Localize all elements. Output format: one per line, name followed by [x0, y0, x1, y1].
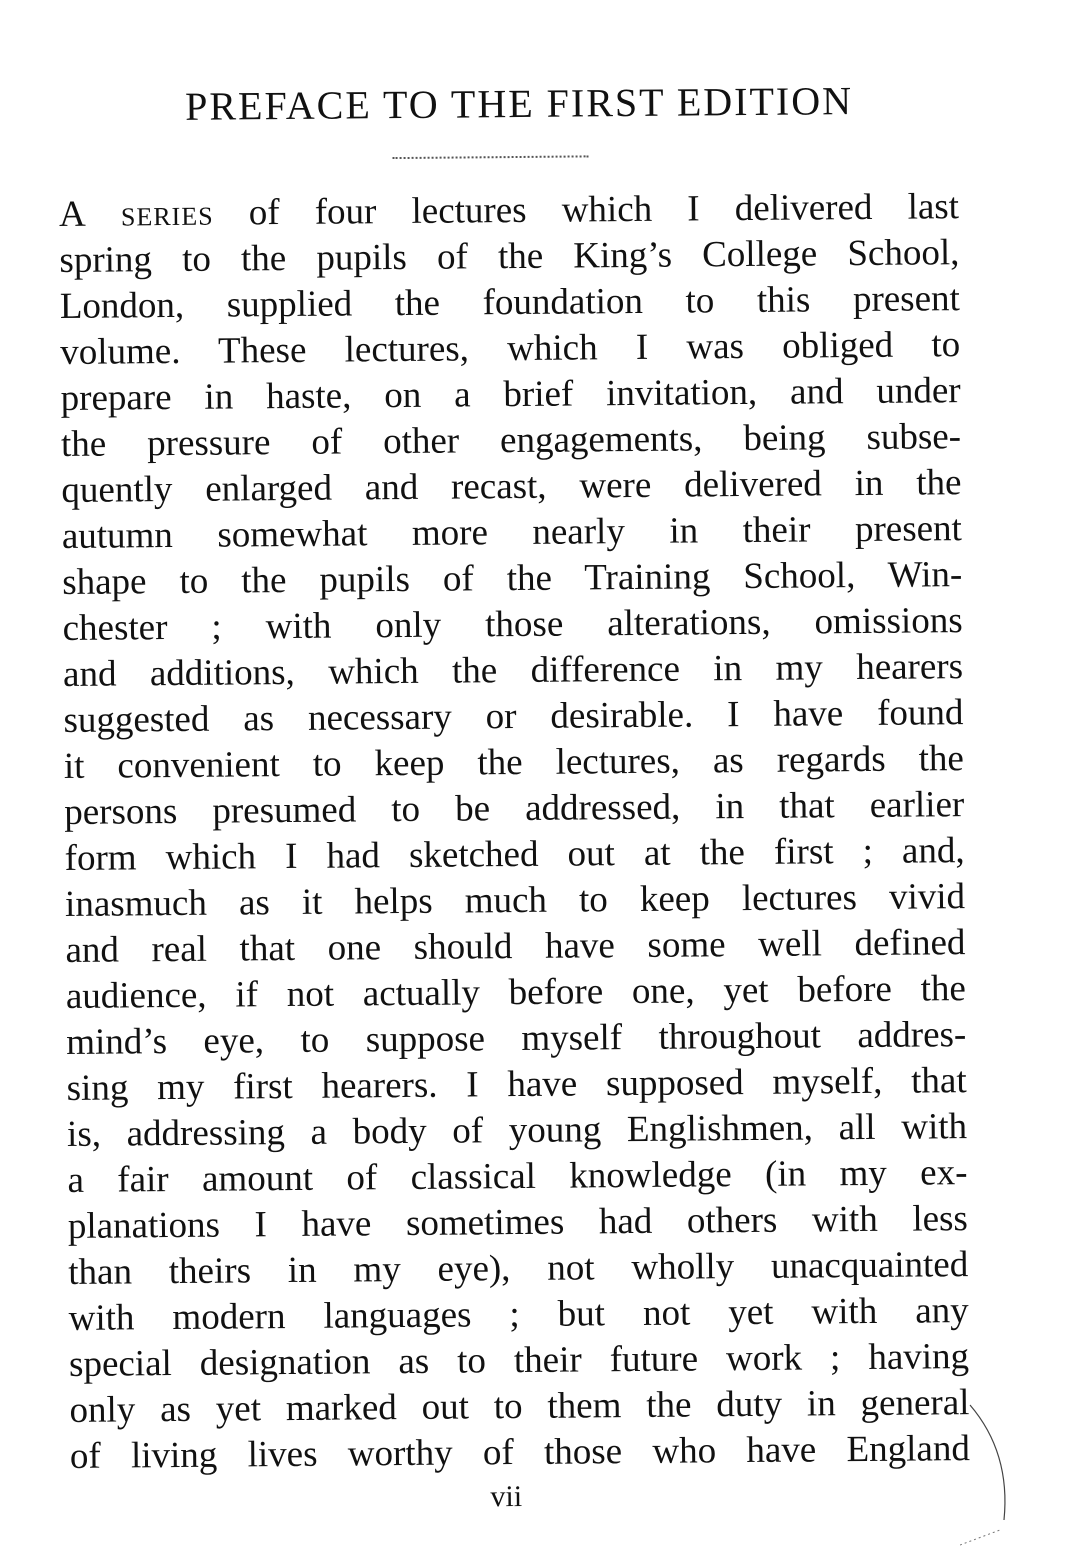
text-line: and additions, which the difference in my hearers: [62, 646, 964, 695]
text-line: special designation as to their future work ; having: [68, 1336, 970, 1385]
text-line: shape to the pupils of the Training School, Win-: [62, 554, 963, 603]
text-line: inasmuch as it helps much to keep lectures vivid: [64, 876, 966, 925]
text-line: it convenient to keep the lectures, as regards the: [63, 738, 965, 787]
preface-text: [59, 184, 970, 1480]
text-line: of living lives worthy of those who have England: [69, 1428, 971, 1477]
page-title: PREFACE TO THE FIRST EDITION: [184, 78, 854, 129]
text-line: mind’s eye, to suppose myself throughout addres-: [66, 1014, 967, 1063]
text-line: suggested as necessary or desirable. I have found: [63, 692, 964, 741]
lead-small-caps: A series: [58, 192, 214, 236]
text-line: volume. These lectures, which I was obliged to: [60, 324, 961, 373]
text-line: and real that one should have some well defined: [65, 922, 966, 971]
text-line: [59, 184, 959, 238]
page-edge-mark: [960, 1400, 1020, 1550]
text-line: is, addressing a body of young Englishmen, all with: [66, 1106, 968, 1155]
text-line: with modern languages ; but not yet with any: [68, 1290, 969, 1339]
text-line: London, supplied the foundation to this present: [59, 278, 960, 327]
text-line: spring to the pupils of the King’s College School,: [59, 232, 960, 281]
text-line: the pressure of other engagements, being subse-: [60, 416, 962, 465]
text-line: chester ; with only those alterations, omissions: [62, 600, 963, 649]
text-line: prepare in haste, on a brief invitation, and under: [60, 370, 961, 419]
text-line: autumn somewhat more nearly in their present: [61, 508, 963, 557]
text-line: sing my first hearers. I have supposed myself, that: [66, 1060, 967, 1109]
title-rule: [393, 155, 589, 159]
text-line: persons presumed to be addressed, in that earlier: [64, 784, 965, 833]
text-line: planations I have sometimes had others with less: [67, 1198, 969, 1247]
text-line-content: of four lectures which I delivered last: [213, 186, 960, 234]
text-line: a fair amount of classical knowledge (in my ex-: [67, 1152, 968, 1201]
text-line: than theirs in my eye), not wholly unacquainted: [68, 1244, 969, 1293]
text-line: quently enlarged and recast, were delivered in the: [61, 462, 962, 511]
page-number: vii: [490, 1480, 523, 1514]
text-line: audience, if not actually before one, yet before the: [65, 968, 967, 1017]
text-line: only as yet marked out to them the duty in general: [69, 1382, 970, 1431]
text-line: form which I had sketched out at the first ; and,: [64, 830, 965, 879]
